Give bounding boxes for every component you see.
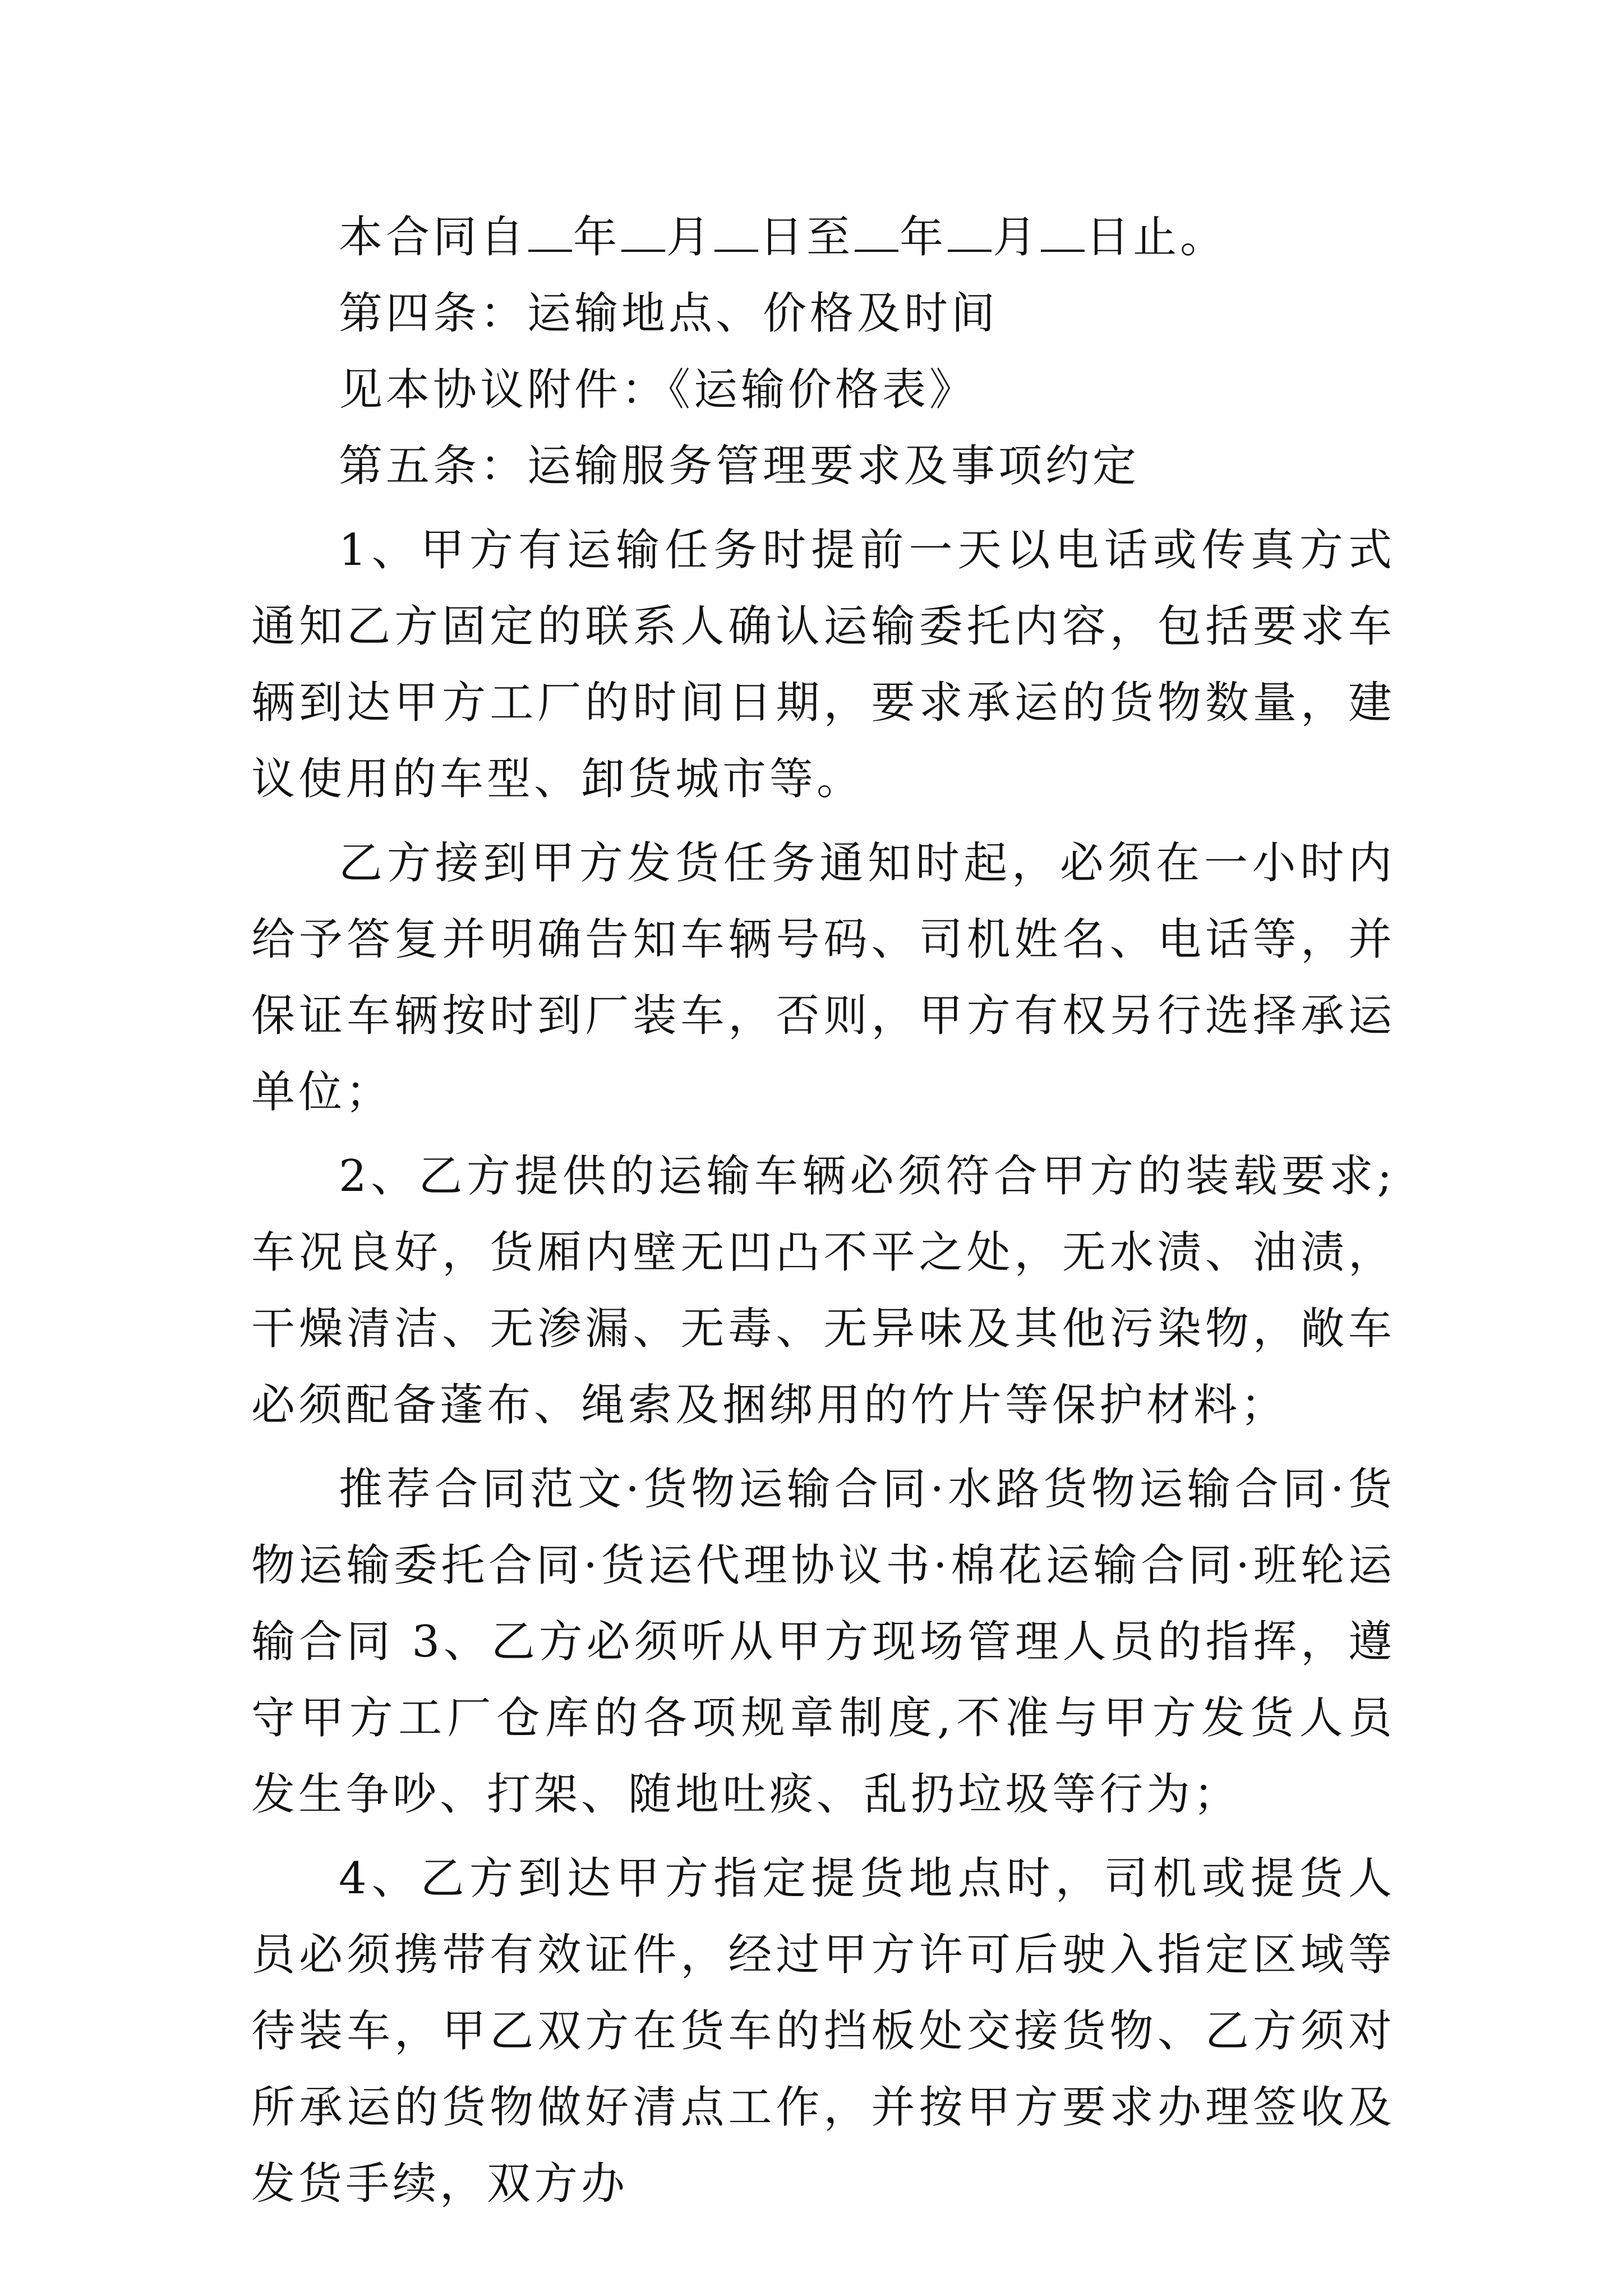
blank-end-day [1041,208,1085,252]
term-text-year: 年 [573,212,621,263]
term-text-end: 日止。 [1086,212,1228,263]
term-text-end-month: 月 [993,212,1040,263]
article-4-heading: 第四条：运输地点、价格及时间 [339,288,999,339]
blank-start-year [528,208,572,252]
blank-end-month [948,208,992,252]
term-text-end-year: 年 [900,212,947,263]
article-4-body: 见本协议附件：《运输价格表》 [339,365,977,415]
document-body [251,199,1395,2222]
term-text-day-to: 日至 [759,212,854,263]
clause-1: 1、甲方有运输任务时提前一天以电话或传真方式通知乙方固定的联系人确认运输委托内容，包括要求车辆到达甲方工厂的时间日期，要求承运的货物数量，建议使用的车型、卸货城市等。 [251,525,1395,804]
term-text-month: 月 [666,212,714,263]
contract-term-line [251,199,1395,275]
article-5-heading: 第五条：运输服务管理要求及事项约定 [339,441,1140,491]
term-text-start: 本合同自 [339,212,528,263]
recommended-templates-and-clause-3: 推荐合同范文·货物运输合同·水路货物运输合同·货物运输委托合同·货运代理协议书·棉花运输合同·班轮运输合同 3、乙方必须听从甲方现场管理人员的指挥，遵守甲方工厂仓库的各项规章制度,不准与甲方发货人员发生争吵、打架、随地吐痰、乱扔垃圾等行为； [251,1464,1395,1820]
clause-2: 2、乙方提供的运输车辆必须符合甲方的装载要求;车况良好，货厢内壁无凹凸不平之处，无水渍、油渍，干燥清洁、无渗漏、无毒、无异味及其他污染物，敞车必须配备蓬布、绳索及捆绑用的竹片等保护材料； [251,1151,1395,1430]
clause-4: 4、乙方到达甲方指定提货地点时，司机或提货人员必须携带有效证件，经过甲方许可后驶入指定区域等待装车，甲乙双方在货车的挡板处交接货物、乙方须对所承运的货物做好清点工作，并按甲方要求办理签收及发货手续，双方办 [251,1853,1395,2209]
blank-start-day [714,208,758,252]
blank-start-month [621,208,665,252]
blank-end-year [855,208,898,252]
clause-1-supplement: 乙方接到甲方发货任务通知时起，必须在一小时内给予答复并明确告知车辆号码、司机姓名、电话等，并保证车辆按时到厂装车，否则，甲方有权另行选择承运单位； [251,838,1395,1117]
